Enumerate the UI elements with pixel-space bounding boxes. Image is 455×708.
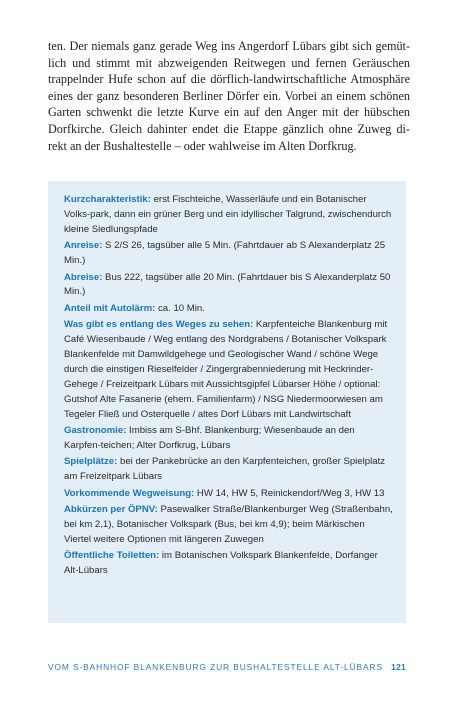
info-label: Anteil mit Autolärm: — [64, 302, 156, 314]
info-label: Abkürzen per ÖPNV: — [64, 504, 158, 516]
info-label: Vorkommende Wegweisung: — [64, 487, 195, 499]
info-toiletten — [64, 549, 394, 579]
info-spielplaetze — [64, 455, 394, 485]
info-label: Kurzcharakteristik: — [64, 194, 151, 205]
intro-line: Garten schwenkt die letzte Kurve ein auf den Anger mit der hübschen — [48, 105, 410, 120]
info-text: Karpfenteiche Blankenburg mit Café Wiesenbaude / Weg entlang des Nordgrabens / Botanischer Volkspark Blankenfelde mit Damwildgehege und Geologischer Wand / schöne Wege durch die einstigen Rieselfelder / Zingergrabenniederung mit Heckrinder-Gehege / Freizeitpark Lübars mit Aussichtsgipfel Lübarser Höhe / optional: Gutshof Alte Fasanerie (ehem. Familienfarm) / NSG Niedermoorwiesen am Tegeler Fließ und Osterquelle / altes Dorf Lübars mit Landwirtschaft — [64, 319, 388, 420]
info-text: S 2/S 26, tagsüber alle 5 Min. (Fahrtdauer ab S Alexanderplatz 25 Min.) — [64, 240, 386, 267]
info-text: Pasewalker Straße/Blankenburger Weg (Straßenbahn, bei km 2,1), Botanischer Volkspark (Bus, bei km 4,9); beim Märkischen Viertel weitere Optionen mit längeren Zuwegen — [64, 504, 393, 545]
info-text: Imbiss am S-Bhf. Blankenburg; Wiesenbaude an den Karpfen-teichen; Alter Dorfkrug, Lübars — [64, 425, 355, 451]
info-text: bei der Pankebrücke an den Karpfenteichen, großer Spielplatz am Freizeitpark Lübars — [64, 456, 386, 483]
info-text: erst Fischteiche, Wasserläufe und ein Botanischer Volks-park, dann ein grüner Berg und ein idyllischer Talgrund, zwischendurch kleine Siedlungspfade — [64, 194, 392, 235]
intro-line: eines der ganz besonderen Berliner Dörfer ein. Vorbei an einem schönen — [48, 88, 410, 103]
info-label: Was gibt es entlang des Weges zu sehen: — [64, 319, 254, 331]
info-label: Gastronomie: — [64, 425, 127, 437]
info-sehenswertes — [64, 318, 394, 422]
intro-line: trappelnder Hufe schon auf die dörflich-landwirtschaftliche Atmosphäre — [48, 72, 410, 87]
info-text: HW 14, HW 5, Reinickendorf/Weg 3, HW 13 — [194, 487, 385, 499]
intro-line: lich und stimmt mit abzweigenden Reitwegen und fernen Geräuschen — [48, 55, 410, 70]
info-gastronomie — [64, 424, 394, 454]
info-label: Spielplätze: — [64, 456, 118, 468]
info-anreise — [64, 239, 394, 269]
info-label: Abreise: — [64, 271, 103, 283]
info-label: Öffentliche Toiletten: — [64, 550, 160, 562]
info-label: Anreise: — [64, 240, 103, 252]
info-text: Bus 222, tagsüber alle 20 Min. (Fahrtdauer bis S Alexanderplatz 50 Min.) — [64, 271, 391, 298]
info-autolaerm — [64, 302, 394, 317]
info-oepnv — [64, 503, 394, 548]
info-wegweisung — [64, 487, 394, 502]
intro-line: rekt an der Bushaltestelle – oder wahlweise im Alten Dorfkrug. — [48, 138, 357, 153]
info-abreise — [64, 271, 394, 301]
page-number: 121 — [391, 662, 406, 672]
intro-line: ten. Der niemals ganz gerade Weg ins Angerdorf Lübars gibt sich gemüt- — [48, 39, 410, 53]
running-title: VOM S-BAHNHOF BLANKENBURG ZUR BUSHALTESTELLE ALT-LÜBARS — [48, 662, 383, 672]
info-text: ca. 10 Min. — [155, 302, 205, 314]
intro-paragraph — [48, 38, 410, 154]
page-footer — [48, 662, 406, 672]
info-kurzcharakteristik — [64, 193, 394, 238]
info-text: im Botanischen Volkspark Blankenfelde, Dorfanger Alt-Lübars — [64, 550, 378, 577]
info-box — [48, 181, 406, 623]
intro-line: Dorfkirche. Gleich dahinter endet die Etappe gänzlich ohne Zuweg di- — [48, 121, 410, 136]
